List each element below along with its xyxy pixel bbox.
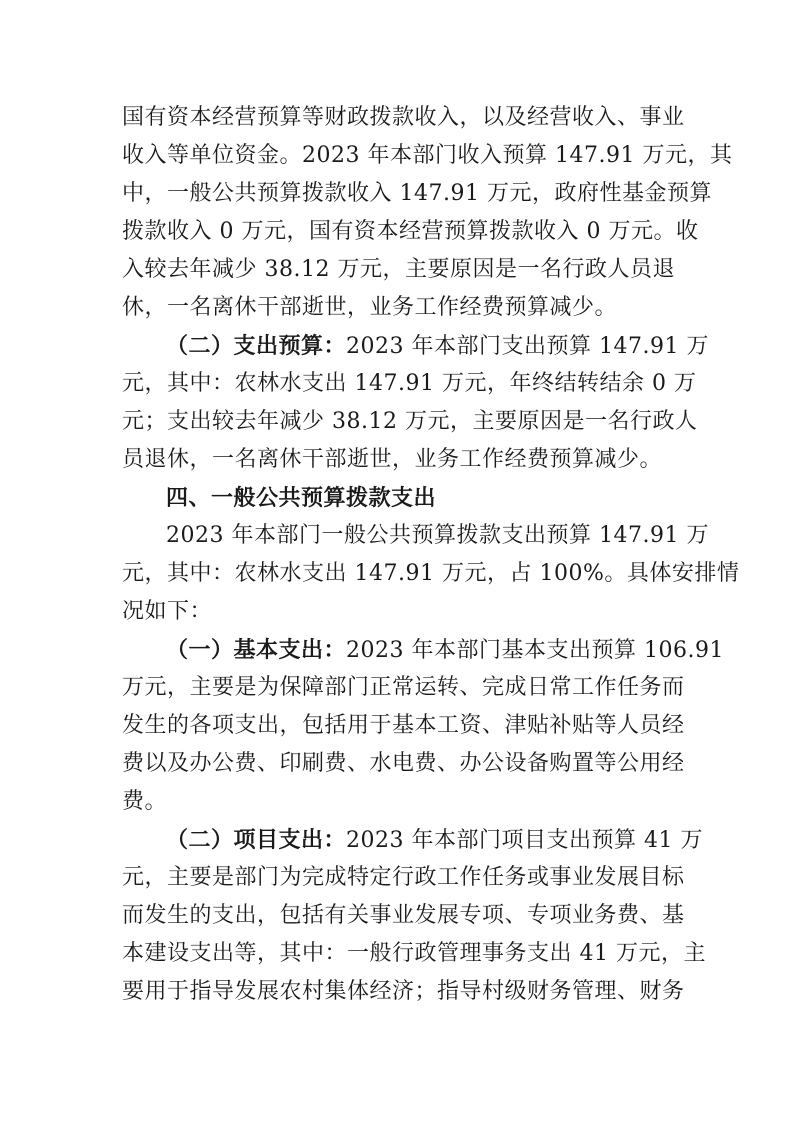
basic-expenditure-first-line <box>166 635 724 666</box>
paragraph-line: 休，一名离休干部逝世，业务工作经费预算减少。 <box>122 295 618 320</box>
paragraph-line: 拨款收入 0 万元，国有资本经营预算拨款收入 0 万元。收 <box>122 219 699 244</box>
paragraph-line: 费以及办公费、印刷费、水电费、办公设备购置等公用经 <box>122 751 685 776</box>
basic-expenditure-label: （一）基本支出： <box>166 637 347 663</box>
paragraph-line: 要用于指导发展农村集体经济；指导村级财务管理、财务 <box>122 979 685 1004</box>
paragraph-line: 元；支出较去年减少 38.12 万元，主要原因是一名行政人 <box>122 409 698 434</box>
paragraph-line: 而发生的支出，包括有关事业发展专项、专项业务费、基 <box>122 903 685 928</box>
paragraph-line: 入较去年减少 38.12 万元，主要原因是一名行政人员退 <box>122 257 675 282</box>
project-expenditure-first-line <box>166 825 703 856</box>
paragraph-line: 元，主要是部门为完成特定行政工作任务或事业发展目标 <box>122 865 685 890</box>
paragraph-line: 元，其中：农林水支出 147.91 万元，年终结转结余 0 万 <box>122 371 697 396</box>
paragraph-line: 费。 <box>122 789 168 814</box>
paragraph-line: 本建设支出等，其中：一般行政管理事务支出 41 万元，主 <box>122 941 706 966</box>
paragraph-line: 2023 年本部门一般公共预算拨款支出预算 147.91 万 <box>166 523 709 548</box>
paragraph-line: 收入等单位资金。2023 年本部门收入预算 147.91 万元，其 <box>122 143 733 168</box>
paragraph-line: 国有资本经营预算等财政拨款收入，以及经营收入、事业 <box>122 105 685 130</box>
expenditure-budget-text: 2023 年本部门支出预算 147.91 万 <box>346 334 709 359</box>
paragraph-line: 发生的各项支出，包括用于基本工资、津贴补贴等人员经 <box>122 713 685 738</box>
paragraph-line: 中，一般公共预算拨款收入 147.91 万元，政府性基金预算 <box>122 181 712 206</box>
paragraph-line: 员退休，一名离休干部逝世，业务工作经费预算减少。 <box>122 447 663 472</box>
paragraph-line: 元，其中：农林水支出 147.91 万元，占 100%。具体安排情 <box>122 561 740 586</box>
paragraph-line: 况如下： <box>122 599 213 624</box>
section-heading: 四、一般公共预算拨款支出 <box>166 485 437 511</box>
project-expenditure-label: （二）项目支出： <box>166 827 347 853</box>
paragraph-line: 万元，主要是为保障部门正常运转、完成日常工作任务而 <box>122 675 685 700</box>
basic-expenditure-text: 2023 年本部门基本支出预算 106.91 <box>346 638 724 663</box>
project-expenditure-text: 2023 年本部门项目支出预算 41 万 <box>346 828 703 853</box>
expenditure-budget-first-line <box>166 331 709 362</box>
expenditure-budget-label: （二）支出预算： <box>166 333 347 359</box>
